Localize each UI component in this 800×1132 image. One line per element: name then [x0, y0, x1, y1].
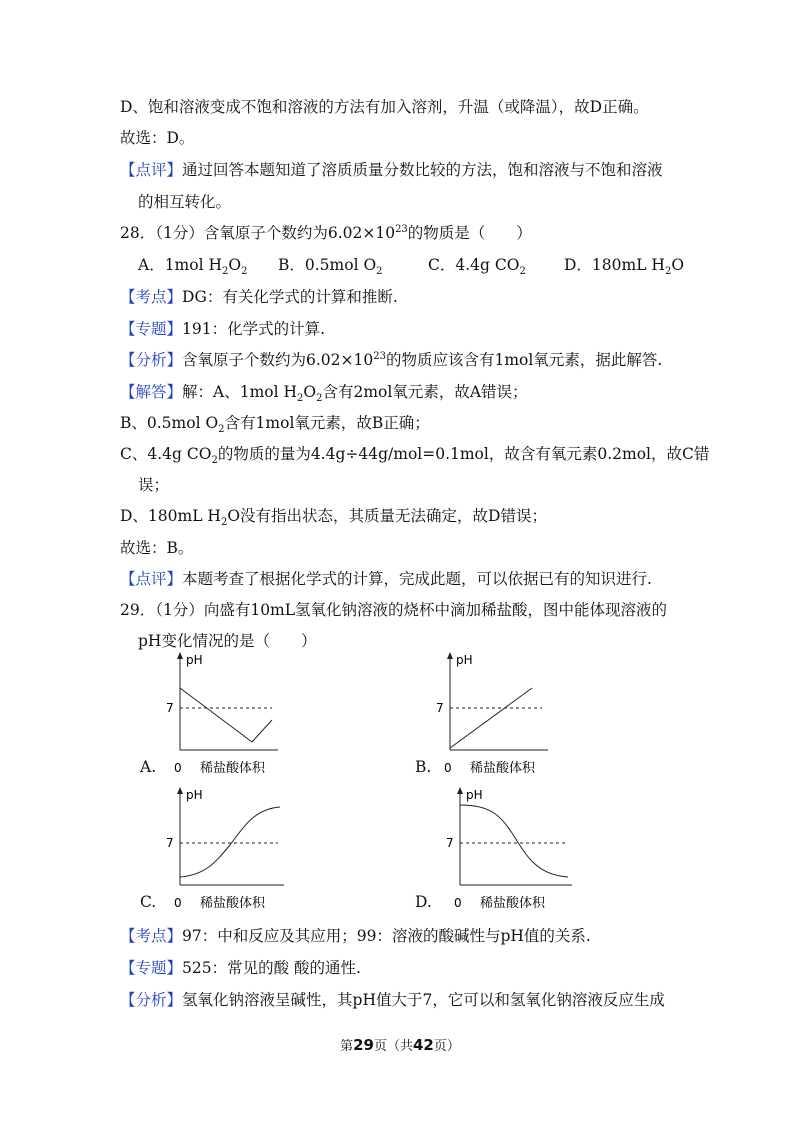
option-letter-b: B. — [415, 758, 432, 776]
text-line: 故选：D。 — [120, 129, 195, 147]
seven-label: 7 — [436, 701, 444, 715]
seven-label: 7 — [166, 701, 174, 715]
text-line: D、饱和溶液变成不饱和溶液的方法有加入溶剂，升温（或降温），故D正确。 — [120, 98, 649, 116]
origin-label: 0 — [454, 896, 462, 910]
zhuanti-line: 【专题】525：常见的酸 酸的通性. — [120, 959, 361, 977]
comment-line: 【点评】通过回答本题知道了溶质质量分数比较的方法，饱和溶液与不饱和溶液 — [120, 161, 663, 179]
kaodian-line: 【考点】DG：有关化学式的计算和推断. — [120, 288, 398, 306]
chart-d — [440, 785, 580, 919]
question-29-cont: pH变化情况的是（ ） — [138, 632, 317, 650]
fenxi-line: 【分析】含氧原子个数约为$6.02\times 10^{23}$的物质应该含有1mol氧元素，据此解答. — [120, 350, 663, 369]
x-axis-label: 稀盐酸体积 — [200, 896, 266, 911]
y-axis-label: pH — [186, 653, 203, 667]
origin-label: 0 — [174, 896, 182, 910]
x-axis-label: 稀盐酸体积 — [470, 761, 536, 776]
seven-label: 7 — [446, 836, 454, 850]
text-line: B、0.5mol $O_2$含有1mol氧元素，故B正确； — [120, 414, 430, 436]
y-axis-label: pH — [186, 788, 203, 802]
text-line: D、180mL $H_2O$没有指出状态，其质量无法确定，故D错误； — [120, 507, 547, 529]
option-c: C．4.4g $CO_2$ — [428, 256, 526, 278]
comment-tag: 【点评】 — [120, 161, 183, 179]
text-line: 误； — [138, 476, 170, 494]
page-total: 42 — [413, 1036, 434, 1054]
chart-c — [160, 785, 300, 919]
option-letter-a: A. — [140, 758, 157, 776]
text-line: 故选：B。 — [120, 539, 194, 557]
x-axis-label: 稀盐酸体积 — [200, 761, 266, 776]
y-axis-label: pH — [466, 788, 483, 802]
text-line: C、4.4g $CO_2$的物质的量为4.4g÷44g/mol=0.1mol，故含有氧元素0.2mol，故C错 — [120, 445, 710, 467]
seven-label: 7 — [166, 836, 174, 850]
question-28: 28．（1分）含氧原子个数约为$6.02\times 10^{23}$的物质是（ ） — [120, 223, 532, 242]
text-line: 的相互转化。 — [138, 193, 232, 211]
origin-label: 0 — [174, 761, 182, 775]
zhuanti-line: 【专题】191：化学式的计算. — [120, 320, 326, 338]
x-axis-label: 稀盐酸体积 — [480, 896, 546, 911]
page-number: 29 — [353, 1036, 374, 1054]
chart-a — [160, 650, 300, 784]
option-d: D．180mL $H_2O$ — [564, 256, 685, 278]
options-28 — [138, 254, 684, 276]
option-a: A．1mol $H_2O_2$ — [138, 256, 248, 278]
fenxi-line: 【分析】氢氧化钠溶液呈碱性，其pH值大于7，它可以和氢氧化钠溶液反应生成 — [120, 991, 665, 1009]
question-29: 29．（1分）向盛有10mL氢氧化钠溶液的烧杯中滴加稀盐酸，图中能体现溶液的 — [120, 601, 668, 619]
chart-b — [430, 650, 570, 784]
origin-label: 0 — [444, 761, 452, 775]
y-axis-label: pH — [456, 653, 473, 667]
option-letter-d: D. — [415, 893, 432, 911]
option-letter-c: C. — [140, 893, 157, 911]
comment-line: 【点评】本题考查了根据化学式的计算，完成此题，可以依据已有的知识进行. — [120, 570, 652, 588]
option-b: B．0.5mol $O_2$ — [278, 256, 383, 278]
kaodian-line: 【考点】97：中和反应及其应用；99：溶液的酸碱性与pH值的关系. — [120, 927, 591, 945]
page-footer: 第29页（共42页） — [340, 1036, 460, 1054]
jieda-line: 【解答】解：A、1mol $H_2O_2$含有2mol氧元素，故A错误； — [120, 383, 528, 405]
